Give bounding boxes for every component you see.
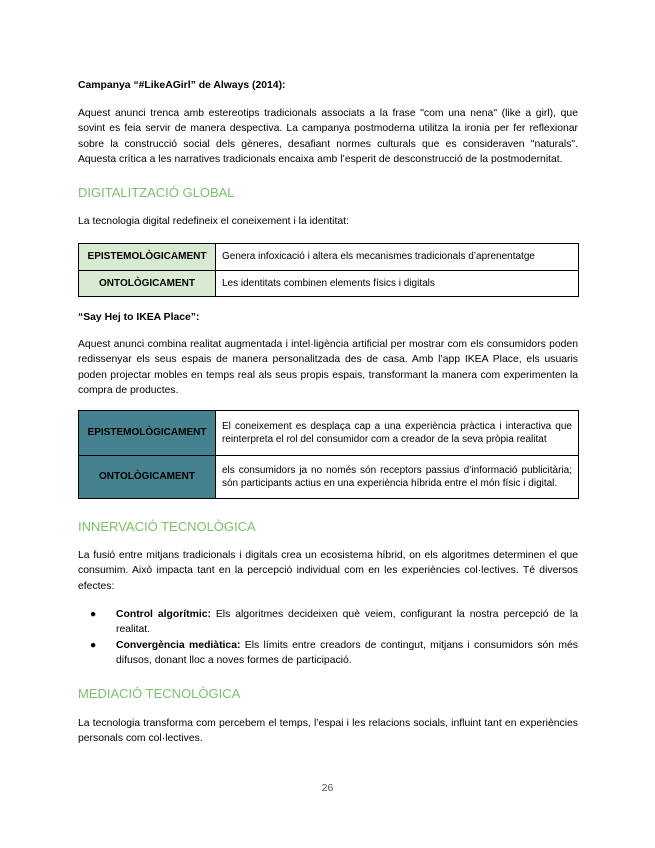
- likeagirl-title: Campanya “#LikeAGirl” de Always (2014):: [78, 80, 286, 91]
- page-number: 26: [321, 782, 334, 794]
- row-value: els consumidors ja no només són receptors passius d’informació publicitària; són participants actius en una experiència híbrida entre el món físic i digital.: [216, 456, 579, 499]
- mediacio-paragraph: La tecnologia transforma com percebem el temps, l’espai i les relacions socials, influint tant en experiències personals com col·lectives.: [78, 718, 578, 745]
- table-row: [79, 411, 579, 456]
- row-value: Genera infoxicació i altera els mecanismes tradicionals d’aprenentatge: [216, 244, 579, 271]
- likeagirl-paragraph: Aquest anunci trenca amb estereotips tradicionals associats a la frase "com una nena" (like a girl), que sovint es feia servir de manera despectiva. La campanya postmoderna utilitza la ironia per fer reflexionar sobre la construcció social dels gèneres, desafiant normes culturals que es consideraven "naturals". Aquesta crítica a les narratives tradicionals encaixa amb l’esperit de desconstrucció de la postmodernitat.: [78, 108, 578, 166]
- ikea-paragraph: Aquest anunci combina realitat augmentada i intel·ligència artificial per mostrar com els consumidors poden redissenyar els seus espais de manera personalitzada des de casa. Amb l’app IKEA Place, els usuaris poden projectar mobles en temps real als seus propis espais, transformant la manera com experimenten la compra de productes.: [78, 339, 578, 397]
- ikea-table: [78, 410, 579, 499]
- bullet-term: Control algorítmic:: [116, 609, 211, 620]
- digitalitzacio-table: [78, 243, 579, 297]
- ikea-title: “Say Hej to IKEA Place”:: [78, 312, 200, 323]
- table-row: [79, 456, 579, 499]
- innervacio-bullets: [78, 607, 578, 669]
- row-key: ONTOLÒGICAMENT: [79, 271, 216, 297]
- list-item: [78, 638, 578, 669]
- bullet-text: Els límits entre creadors de contingut, mitjans i consumidors són més difusos, donant lloc a noves formes de participació.: [116, 639, 579, 667]
- bullet-icon: ●: [90, 639, 97, 651]
- row-value: El coneixement es desplaça cap a una experiència pràctica i interactiva que reinterpreta el rol del consumidor com a creador de la seva pròpia realitat: [216, 411, 579, 456]
- heading-mediacio: MEDIACIÓ TECNOLÒGICA: [78, 686, 241, 701]
- bullet-text: Els algoritmes decideixen què veiem, configurant la nostra percepció de la realitat.: [116, 609, 578, 636]
- row-key: EPISTEMOLÒGICAMENT: [79, 411, 216, 456]
- row-key: ONTOLÒGICAMENT: [79, 456, 216, 499]
- innervacio-paragraph: La fusió entre mitjans tradicionals i digitals crea un ecosistema híbrid, on els algoritmes determinen el que consumim. Això impacta tant en la percepció individual com en les experiències col·lectives. Té diversos efectes:: [78, 550, 578, 592]
- digitalitzacio-intro: La tecnologia digital redefineix el coneixement i la identitat:: [78, 216, 349, 227]
- bullet-term: Convergència mediàtica:: [116, 639, 241, 651]
- table-row: [79, 271, 579, 297]
- list-item: [78, 607, 578, 638]
- bullet-icon: ●: [90, 609, 97, 620]
- row-value: Les identitats combinen elements físics i digitals: [216, 271, 579, 297]
- heading-digitalitzacio: DIGITALITZACIÓ GLOBAL: [78, 185, 235, 200]
- heading-innervacio: INNERVACIÓ TECNOLÒGICA: [78, 519, 256, 534]
- table-row: [79, 244, 579, 271]
- row-key: EPISTEMOLÒGICAMENT: [79, 244, 216, 271]
